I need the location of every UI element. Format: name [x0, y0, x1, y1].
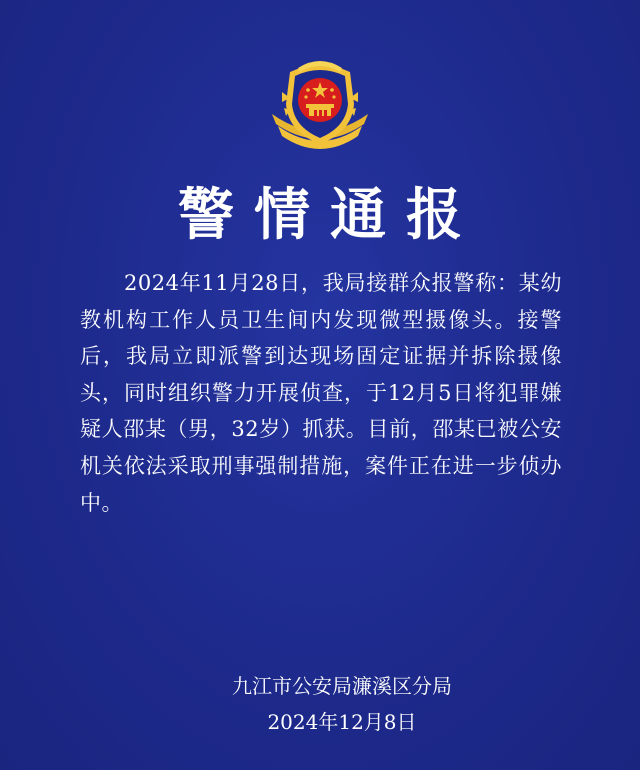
notice-title: 警情通报: [178, 182, 482, 248]
notice-body: 2024年11月28日，我局接群众报警称：某幼教机构工作人员卫生间内发现微型摄像头。接警后，我局立即派警到达现场固定证据并拆除摄像头，同时组织警力开展侦查，于12月5日将犯罪嫌疑人邵某（男，32岁）抓获。目前，邵某已被公安机关依法采取刑事强制措施，案件正在进一步侦办中。: [80, 271, 562, 515]
issue-date: 2024年12月8日: [267, 710, 417, 734]
issuing-organization: 九江市公安局濂溪区分局: [232, 674, 452, 698]
police-emblem-icon: [268, 52, 372, 160]
